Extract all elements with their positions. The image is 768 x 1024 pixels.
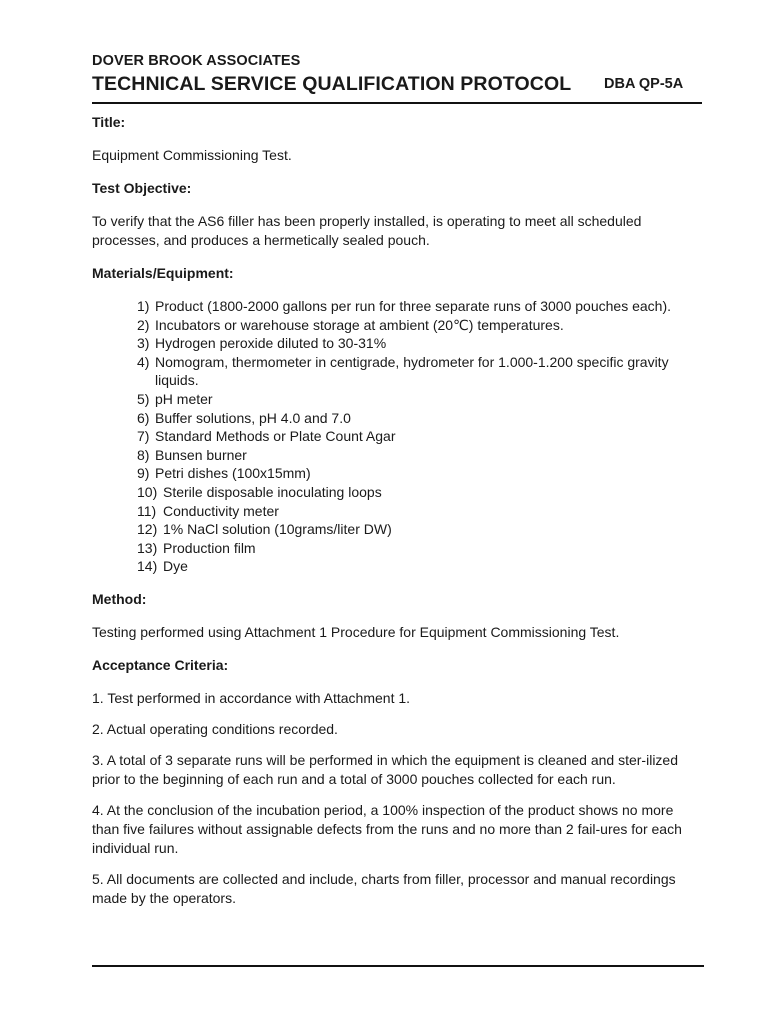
list-item: 7) Standard Methods or Plate Count Agar [137,428,396,445]
title-heading: Title: [92,114,126,130]
list-item: 8) Bunsen burner [137,446,247,463]
list-item: 10) Sterile disposable inoculating loops [137,483,382,500]
objective-heading: Test Objective: [92,180,192,196]
list-item: 11) Conductivity meter [137,502,279,519]
company-name: DOVER BROOK ASSOCIATES [92,53,301,69]
method-text: Testing performed using Attachment 1 Procedure for Equipment Commissioning Test. [92,623,620,640]
list-item: 1) Product (1800-2000 gallons per run for three separate runs of 3000 pouches each). [137,298,671,314]
list-item: 9) Petri dishes (100x15mm) [137,465,311,482]
title-text: Equipment Commissioning Test. [92,147,292,163]
materials-list [92,297,698,576]
header-divider [92,102,702,104]
acceptance-criterion: 3. A total of 3 separate runs will be performed in which the equipment is cleaned and ster-ilized prior to the beginning of each run and a total of 3000 pouches collected for each run. [92,751,678,787]
list-item: 5) pH meter [137,390,213,407]
objective-text: To verify that the AS6 filler has been properly installed, is operating to meet all scheduled processes, and produces a hermetically sealed pouch. [92,213,642,248]
document-title: TECHNICAL SERVICE QUALIFICATION PROTOCOL [92,73,572,95]
footer-divider [92,965,704,967]
acceptance-heading: Acceptance Criteria: [92,656,229,673]
list-item: 14) Dye [137,558,188,575]
acceptance-criterion: 4. At the conclusion of the incubation period, a 100% inspection of the product shows no more than five failures without assignable defects from the runs and no more than 2 fail-ures for each individual run. [92,801,682,856]
list-item: 3) Hydrogen peroxide diluted to 30-31% [137,335,387,352]
list-item: 6) Buffer solutions, pH 4.0 and 7.0 [137,409,351,426]
list-item: 2) Incubators or warehouse storage at ambient (20℃) temperatures. [137,316,564,333]
document-id: DBA QP-5A [604,76,684,92]
list-item: 4) Nomogram, thermometer in centigrade, hydrometer for 1.000-1.200 specific gravity liquids. [137,353,669,389]
list-item: 12) 1% NaCl solution (10grams/liter DW) [137,521,392,538]
acceptance-criterion: 2. Actual operating conditions recorded. [92,720,338,737]
acceptance-criterion: 1. Test performed in accordance with Attachment 1. [92,689,411,706]
materials-heading: Materials/Equipment: [92,265,234,281]
acceptance-criterion: 5. All documents are collected and include, charts from filler, processor and manual recordings made by the operators. [92,870,676,906]
document-body [92,113,698,908]
list-item: 13) Production film [137,539,256,556]
method-heading: Method: [92,590,147,607]
